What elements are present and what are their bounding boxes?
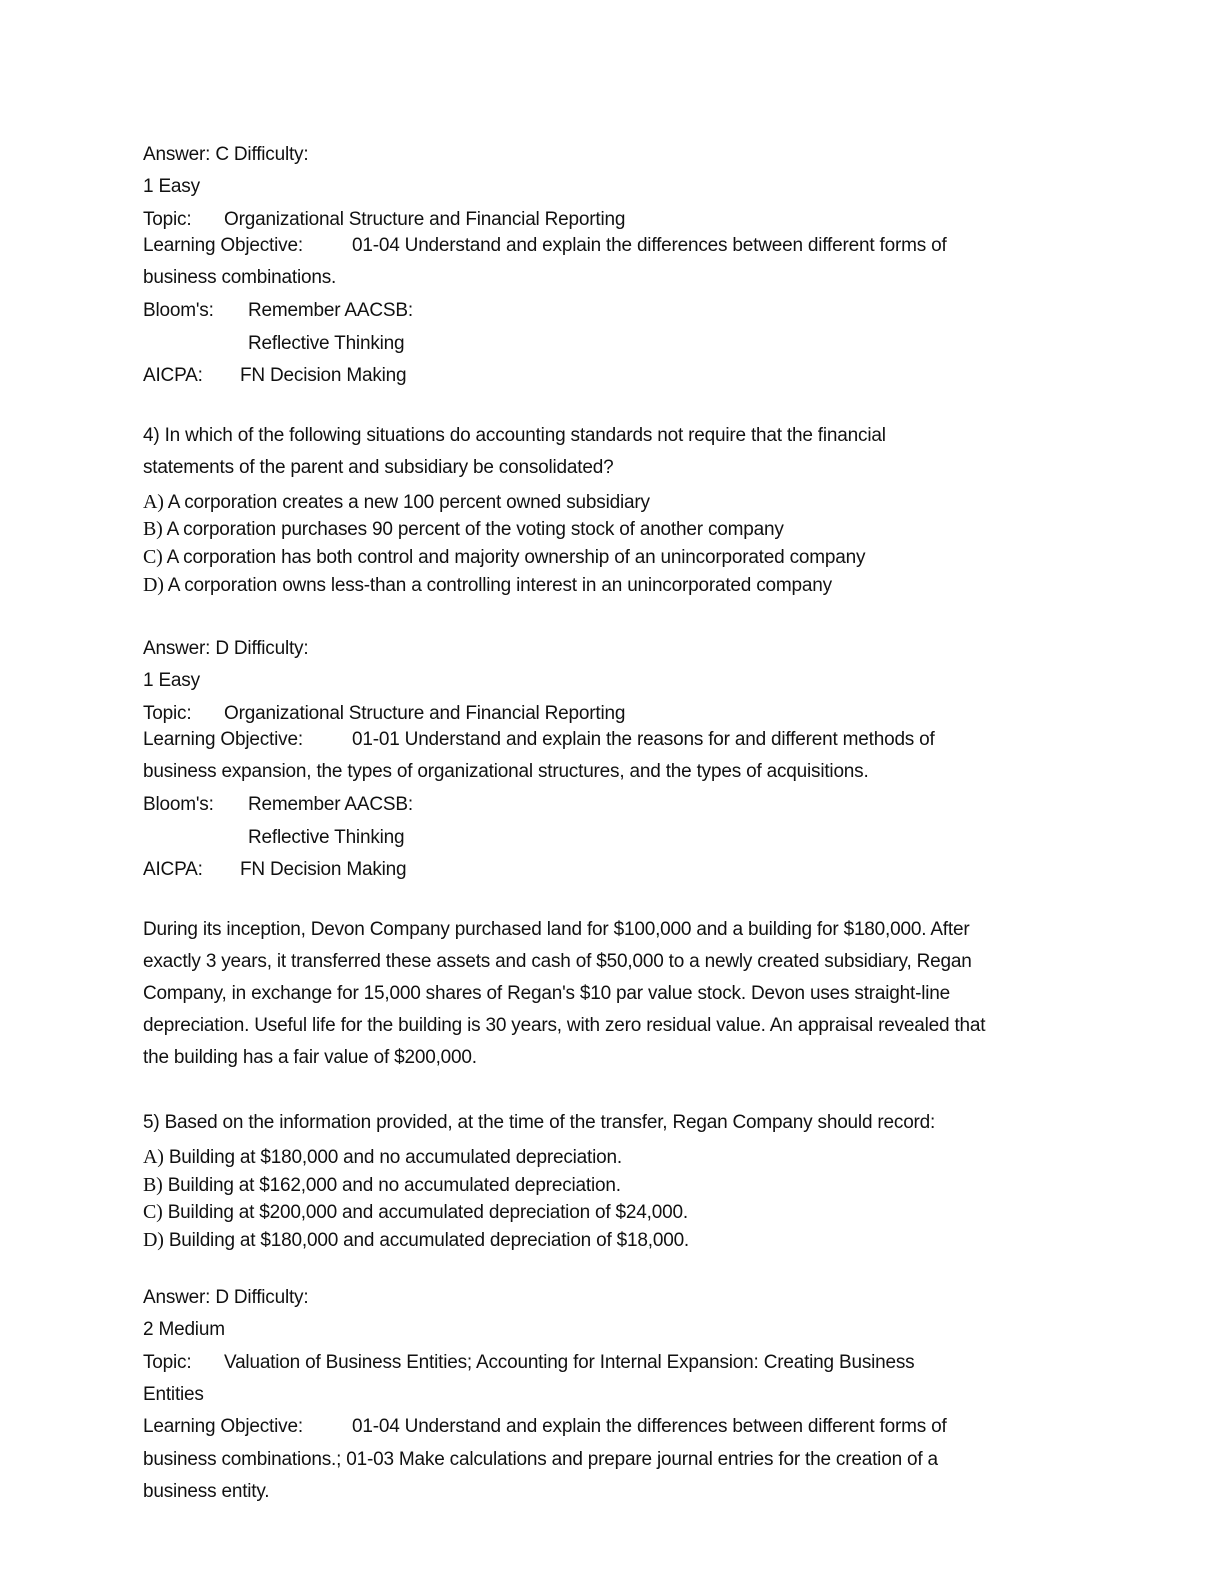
topic-value: Entities xyxy=(143,1384,204,1405)
learning-objective-line: business entity. xyxy=(143,1481,270,1502)
answer-option xyxy=(143,1145,622,1170)
question-stem: statements of the parent and subsidiary be consolidated? xyxy=(143,457,614,478)
aacsb-value: Reflective Thinking xyxy=(248,333,405,354)
option-text: A corporation purchases 90 percent of the voting stock of another company xyxy=(166,519,784,540)
learning-objective-line: 01-04 Understand and explain the differences between different forms of xyxy=(352,235,947,256)
learning-objective-label: Learning Objective: xyxy=(143,1416,303,1437)
option-letter: C) xyxy=(143,546,163,568)
option-letter: C) xyxy=(143,1201,163,1223)
topic-value: Organizational Structure and Financial Reporting xyxy=(224,703,626,724)
topic-value: Organizational Structure and Financial Reporting xyxy=(224,209,626,230)
aicpa-value: FN Decision Making xyxy=(240,365,407,386)
scenario-line: depreciation. Useful life for the building is 30 years, with zero residual value. An appraisal revealed that xyxy=(143,1015,986,1036)
difficulty-level: 1 Easy xyxy=(143,670,200,691)
option-text: A corporation has both control and majority ownership of an unincorporated company xyxy=(166,547,866,568)
option-text: Building at $180,000 and no accumulated depreciation. xyxy=(168,1147,622,1168)
answer-option xyxy=(143,490,650,515)
learning-objective-line: business combinations. xyxy=(143,267,337,288)
blooms-label: Bloom's: xyxy=(143,794,214,815)
option-letter: B) xyxy=(143,518,163,540)
learning-objective-line: business expansion, the types of organizational structures, and the types of acquisitions. xyxy=(143,761,869,782)
blooms-value: Remember AACSB: xyxy=(248,300,413,321)
answer-option xyxy=(143,1200,688,1225)
topic-label: Topic: xyxy=(143,209,192,230)
scenario-line: During its inception, Devon Company purchased land for $100,000 and a building for $180,000. After xyxy=(143,919,970,940)
answer-line: Answer: C Difficulty: xyxy=(143,144,309,165)
answer-option xyxy=(143,573,832,598)
learning-objective-line: 01-04 Understand and explain the differences between different forms of xyxy=(352,1416,947,1437)
option-text: Building at $180,000 and accumulated depreciation of $18,000. xyxy=(168,1230,690,1251)
topic-label: Topic: xyxy=(143,1352,192,1373)
topic-label: Topic: xyxy=(143,703,192,724)
option-letter: A) xyxy=(143,491,164,513)
answer-option xyxy=(143,1228,689,1253)
option-letter: A) xyxy=(143,1146,164,1168)
option-letter: D) xyxy=(143,1229,164,1251)
question-stem: 5) Based on the information provided, at the time of the transfer, Regan Company should record: xyxy=(143,1112,936,1133)
aicpa-label: AICPA: xyxy=(143,365,203,386)
topic-value: Valuation of Business Entities; Accounting for Internal Expansion: Creating Business xyxy=(224,1352,915,1373)
difficulty-level: 2 Medium xyxy=(143,1319,225,1340)
aacsb-value: Reflective Thinking xyxy=(248,827,405,848)
aicpa-label: AICPA: xyxy=(143,859,203,880)
learning-objective-label: Learning Objective: xyxy=(143,235,303,256)
learning-objective-label: Learning Objective: xyxy=(143,729,303,750)
scenario-line: the building has a fair value of $200,000. xyxy=(143,1047,477,1068)
learning-objective-line: business combinations.; 01-03 Make calculations and prepare journal entries for the creation of a xyxy=(143,1449,938,1470)
option-text: Building at $200,000 and accumulated depreciation of $24,000. xyxy=(167,1202,688,1223)
aicpa-value: FN Decision Making xyxy=(240,859,407,880)
option-letter: B) xyxy=(143,1174,163,1196)
learning-objective-line: 01-01 Understand and explain the reasons for and different methods of xyxy=(352,729,935,750)
answer-line: Answer: D Difficulty: xyxy=(143,1287,309,1308)
scenario-line: Company, in exchange for 15,000 shares of Regan's $10 par value stock. Devon uses straight-line xyxy=(143,983,951,1004)
blooms-value: Remember AACSB: xyxy=(248,794,413,815)
question-stem: 4) In which of the following situations do accounting standards not require that the financial xyxy=(143,425,886,446)
difficulty-level: 1 Easy xyxy=(143,176,200,197)
option-letter: D) xyxy=(143,574,164,596)
blooms-label: Bloom's: xyxy=(143,300,214,321)
option-text: A corporation owns less-than a controlling interest in an unincorporated company xyxy=(167,575,832,596)
answer-option xyxy=(143,517,784,542)
answer-option xyxy=(143,545,865,570)
option-text: A corporation creates a new 100 percent owned subsidiary xyxy=(167,492,650,513)
answer-option xyxy=(143,1173,621,1198)
option-text: Building at $162,000 and no accumulated depreciation. xyxy=(167,1175,621,1196)
scenario-line: exactly 3 years, it transferred these assets and cash of $50,000 to a newly created subsidiary, Regan xyxy=(143,951,972,972)
answer-line: Answer: D Difficulty: xyxy=(143,638,309,659)
